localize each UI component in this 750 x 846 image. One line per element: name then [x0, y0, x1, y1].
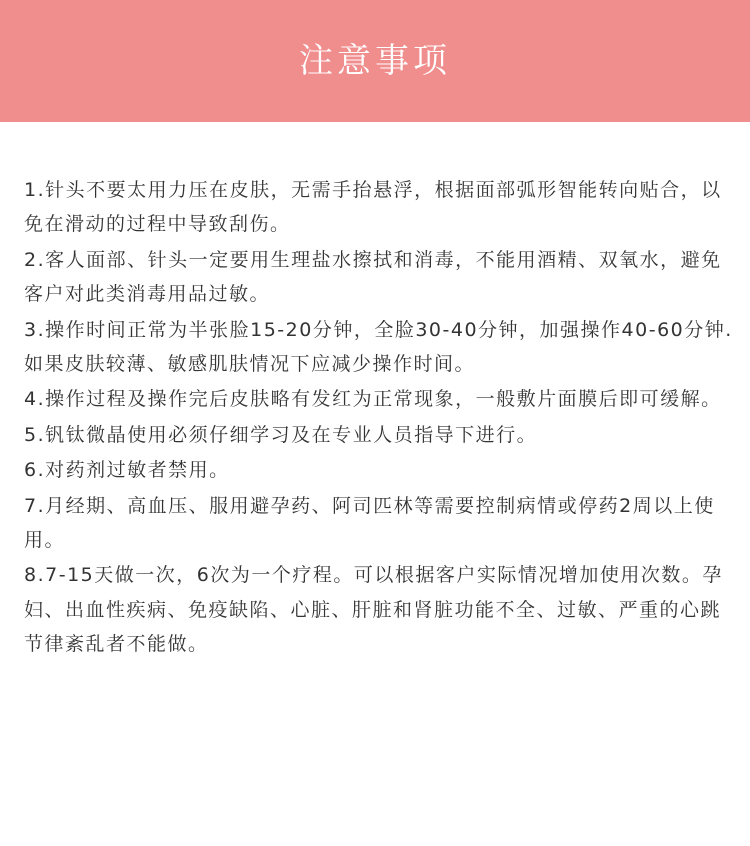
note-item-7: 7.月经期、高血压、服用避孕药、阿司匹林等需要控制病情或停药2周以上使用。 — [24, 494, 715, 552]
note-item-2: 2.客人面部、针头一定要用生理盐水擦拭和消毒，不能用酒精、双氧水，避免客户对此类消毒用品过敏。 — [24, 248, 722, 306]
note-item-5: 5.钒钛微晶使用必须仔细学习及在专业人员指导下进行。 — [24, 423, 538, 446]
note-item-8: 8.7-15天做一次，6次为一个疗程。可以根据客户实际情况增加使用次数。孕妇、出血性疾病、免疫缺陷、心脏、肝脏和肾脏功能不全、过敏、严重的心跳节律紊乱者不能做。 — [24, 564, 723, 656]
note-item-1: 1.针头不要太用力压在皮肤，无需手抬悬浮，根据面部弧形智能转向贴合，以免在滑动的过程中导致刮伤。 — [24, 179, 722, 236]
page-title: 注意事项 — [299, 41, 451, 81]
notes-list — [24, 173, 736, 663]
header-banner — [0, 0, 750, 122]
note-item-4: 4.操作过程及操作完后皮肤略有发红为正常现象，一般敷片面膜后即可缓解。 — [24, 388, 722, 411]
note-item-6: 6.对药剂过敏者禁用。 — [24, 459, 230, 482]
note-item-3: 3.操作时间正常为半张脸15-20分钟，全脸30-40分钟，加强操作40-60分钟.如果皮肤较薄、敏感肌肤情况下应减少操作时间。 — [24, 318, 733, 376]
